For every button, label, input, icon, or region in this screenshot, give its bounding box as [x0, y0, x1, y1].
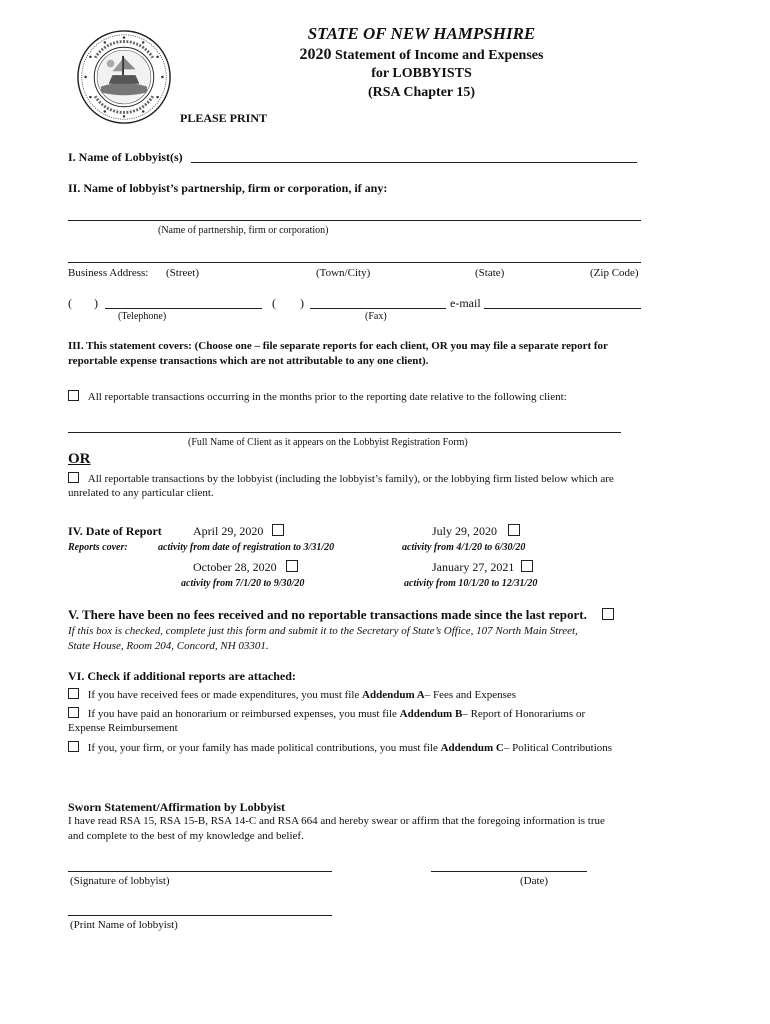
addendum-b-option [68, 707, 585, 720]
reports-cover-label: Reports cover: [68, 542, 128, 553]
addendum-a-pre: If you have received fees or made expenditures, you must file [87, 689, 360, 701]
addendum-a-bold: Addendum A [362, 689, 425, 701]
report-date-january-text: January 27, 2021 [432, 560, 515, 574]
report-activity-april: activity from date of registration to 3/31/20 [158, 542, 335, 553]
report-date-october [193, 560, 298, 575]
report-activity-october: activity from 7/1/20 to 9/30/20 [181, 578, 305, 589]
print-name-caption: (Print Name of lobbyist) [70, 919, 178, 931]
fax-caption: (Fax) [365, 311, 387, 322]
telephone-caption: (Telephone) [118, 311, 167, 322]
january-checkbox[interactable] [521, 560, 533, 572]
date-caption: (Date) [520, 875, 549, 887]
signature-field[interactable] [68, 871, 332, 872]
date-field[interactable] [431, 871, 587, 872]
unrelated-checkbox[interactable] [68, 472, 79, 483]
please-print-label: PLEASE PRINT [180, 111, 268, 125]
option-unrelated-text: All reportable transactions by the lobbyist (including the lobbyist’s family), or the lobbying firm listed below which are [87, 473, 614, 485]
addendum-c-post: – Political Contributions [503, 742, 613, 754]
addendum-a-post: – Fees and Expenses [424, 689, 517, 701]
fax-open-paren: ( [272, 296, 276, 310]
or-label: OR [68, 451, 91, 467]
report-date-october-text: October 28, 2020 [193, 560, 277, 574]
addendum-b-pre: If you have paid an honorarium or reimbursed expenses, you must file [87, 708, 397, 720]
section2-label: II. Name of lobbyist’s partnership, firm or corporation, if any: [68, 181, 388, 195]
section4-label: IV. Date of Report [68, 524, 162, 538]
fax-field[interactable] [310, 308, 446, 309]
addendum-a-option [68, 688, 516, 701]
sworn-text-line1: I have read RSA 15, RSA 15-B, RSA 14-C and RSA 664 and hereby swear or affirm that the foregoing information is true [68, 815, 605, 827]
addendum-c-checkbox[interactable] [68, 741, 79, 752]
email-label: e-mail [450, 296, 481, 310]
option-unrelated-text-line2: unrelated to any particular client. [68, 487, 214, 499]
form-rsa: (RSA Chapter 15) [367, 85, 476, 100]
business-address-label: Business Address: [68, 267, 149, 279]
addendum-b-checkbox[interactable] [68, 707, 79, 718]
firm-name-caption: (Name of partnership, firm or corporation) [158, 225, 329, 236]
single-client-checkbox[interactable] [68, 390, 79, 401]
report-date-april [193, 524, 284, 539]
state-caption: (State) [475, 267, 505, 279]
addendum-c-option [68, 741, 612, 754]
section3-label-line1: III. This statement covers: (Choose one – file separate reports for each client, OR you may file a separate report for [68, 340, 608, 352]
client-name-caption: (Full Name of Client as it appears on the Lobbyist Registration Form) [188, 437, 468, 448]
report-activity-july: activity from 4/1/20 to 6/30/20 [402, 542, 526, 553]
section1-label: I. Name of Lobbyist(s) [68, 150, 183, 164]
email-field[interactable] [484, 308, 641, 309]
form-subtitle: for LOBBYISTS [371, 66, 472, 81]
zip-caption: (Zip Code) [590, 267, 639, 279]
form-state-title: STATE OF NEW HAMPSHIRE [307, 24, 536, 43]
addendum-c-bold: Addendum C [440, 742, 504, 754]
report-date-july [432, 524, 520, 539]
addendum-b-bold: Addendum B [399, 708, 463, 720]
option-single-client [68, 390, 567, 403]
october-checkbox[interactable] [286, 560, 298, 572]
report-date-january [432, 560, 533, 575]
section5-label [68, 607, 614, 623]
form-title [0, 46, 770, 64]
business-address-field[interactable] [68, 262, 641, 263]
addendum-a-checkbox[interactable] [68, 688, 79, 699]
signature-caption: (Signature of lobbyist) [70, 875, 170, 887]
addendum-b-line2: Expense Reimbursement [68, 722, 178, 734]
street-caption: (Street) [166, 267, 199, 279]
print-name-field[interactable] [68, 915, 332, 916]
addendum-c-pre: If you, your firm, or your family has made political contributions, you must file [87, 742, 438, 754]
section6-label: VI. Check if additional reports are attached: [68, 669, 296, 683]
telephone-field[interactable] [105, 308, 262, 309]
april-checkbox[interactable] [272, 524, 284, 536]
option-single-client-text: All reportable transactions occurring in the months prior to the reporting date relative to the following client: [87, 391, 567, 403]
section3-label-line2: reportable expense transactions which are not attributable to any one client). [68, 355, 429, 367]
client-name-field[interactable] [68, 432, 621, 433]
no-activity-checkbox[interactable] [602, 608, 614, 620]
fax-close-paren: ) [300, 296, 304, 310]
july-checkbox[interactable] [508, 524, 520, 536]
firm-name-field[interactable] [68, 220, 641, 221]
section5-note-line2: State House, Room 204, Concord, NH 03301. [68, 640, 269, 652]
phone-open-paren: ( [68, 296, 72, 310]
report-date-july-text: July 29, 2020 [432, 524, 498, 538]
section5-note-line1: If this box is checked, complete just this form and submit it to the Secretary of State’s Office, 107 North Main Street, [68, 625, 578, 637]
report-activity-january: activity from 10/1/20 to 12/31/20 [404, 578, 538, 589]
lobbyist-name-field[interactable] [191, 162, 637, 163]
option-unrelated [68, 472, 614, 485]
town-caption: (Town/City) [316, 267, 371, 279]
form-year: 2020 [299, 46, 332, 63]
addendum-b-post: – Report of Honorariums or [462, 708, 586, 720]
sworn-title: Sworn Statement/Affirmation by Lobbyist [68, 800, 286, 814]
phone-close-paren: ) [94, 296, 98, 310]
form-title-text: Statement of Income and Expenses [335, 48, 544, 63]
section5-label-text: V. There have been no fees received and no reportable transactions made since the last report. [68, 607, 587, 622]
sworn-text-line2: and complete to the best of my knowledge and belief. [68, 830, 304, 842]
report-date-april-text: April 29, 2020 [193, 524, 264, 538]
